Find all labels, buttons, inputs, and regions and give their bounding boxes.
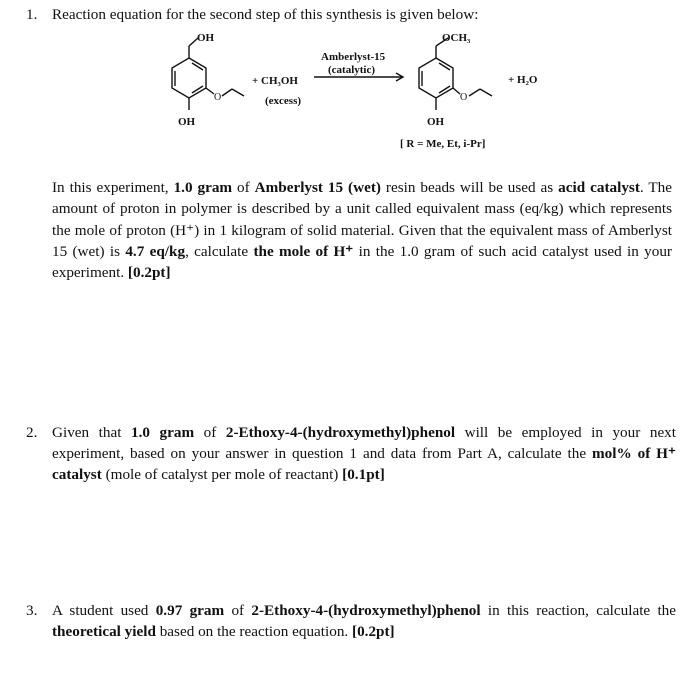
q2-bold-2: 2-Ethoxy-4-(hydroxymethyl)phenol: [225, 424, 456, 441]
q1-text-3: resin beads will be used as: [380, 179, 559, 196]
product-bottom-label: OH: [427, 116, 445, 128]
q2-points: [0.1pt]: [342, 466, 385, 483]
byproduct-label: + H₂O: [508, 74, 538, 86]
reaction-scheme: [0, 0, 700, 170]
q2-text-2: of: [194, 424, 226, 441]
reactant-top-label: OH: [197, 32, 215, 44]
q1-text-2: of: [232, 179, 255, 196]
catalyst-label: Amberlyst-15: [321, 51, 386, 63]
q1-text-5: , calculate: [185, 242, 254, 260]
q2-text-4: (mole of catalyst per mole of reactant): [101, 466, 343, 483]
q1-text-6: in the 1.0 gram of such acid catalyst used in your experiment.: [52, 242, 672, 282]
reagent-note: (excess): [265, 95, 302, 107]
question-1-number: 1.: [26, 6, 38, 23]
reactant-ether-label: O: [214, 92, 222, 103]
question-1-paragraph: [52, 177, 672, 283]
question-3: [26, 600, 676, 642]
q3-text-2: of: [224, 602, 252, 619]
q1-bold-5: the mole of H⁺: [253, 242, 354, 260]
q1-bold-2: Amberlyst 15 (wet): [254, 179, 381, 196]
question-2: [26, 422, 676, 485]
reagent-label: + CH₃OH: [252, 75, 298, 87]
q1-bold-4: 4.7 eq/kg: [125, 242, 186, 260]
q1-bold-3: acid catalyst: [558, 179, 640, 196]
q3-bold-1: 0.97 gram: [155, 602, 225, 619]
question-2-body: [52, 422, 676, 485]
question-2-number: 2.: [26, 424, 38, 441]
q1-points: [0.2pt]: [127, 264, 171, 282]
q1-text-1: In this experiment,: [52, 179, 174, 196]
q2-text-3: will be employed in your next experiment, based on your answer in question 1 and data from Part A, calculate the: [52, 424, 676, 462]
q1-text-4: . The amount of proton in polymer is described by a unit called equivalent mass (eq/kg) which represents the mole of proton (H⁺) in 1 kilogram of solid material. Given that the equivalent mass of Amberlyst 15 (wet) is: [52, 179, 672, 260]
r-group-note: [ R = Me, Et, i-Pr]: [400, 138, 486, 150]
product-top-label: OCH₃: [442, 32, 471, 44]
question-1-title: Reaction equation for the second step of this synthesis is given below:: [52, 6, 479, 23]
reactant-bottom-label: OH: [178, 116, 196, 128]
product-ether-label: O: [460, 92, 468, 103]
q2-bold-1: 1.0 gram: [130, 424, 195, 441]
q3-bold-2: 2-Ethoxy-4-(hydroxymethyl)phenol: [251, 602, 481, 619]
q3-bold-3: theoretical yield: [52, 623, 156, 640]
catalyst-note: (catalytic): [328, 64, 376, 76]
q3-text-4: based on the reaction equation.: [155, 623, 353, 640]
question-3-number: 3.: [26, 602, 38, 619]
q3-text-1: A student used: [52, 602, 156, 619]
q3-text-3: in this reaction, calculate the: [480, 602, 676, 619]
q2-bold-3: mol% of H⁺ catalyst: [52, 445, 677, 483]
reactant-benzene-ring: [172, 58, 206, 98]
question-3-body: [52, 600, 676, 642]
q2-text-1: Given that: [52, 424, 131, 441]
q1-bold-1: 1.0 gram: [173, 179, 233, 196]
product-benzene-ring: [419, 58, 453, 98]
q3-points: [0.2pt]: [352, 623, 395, 640]
